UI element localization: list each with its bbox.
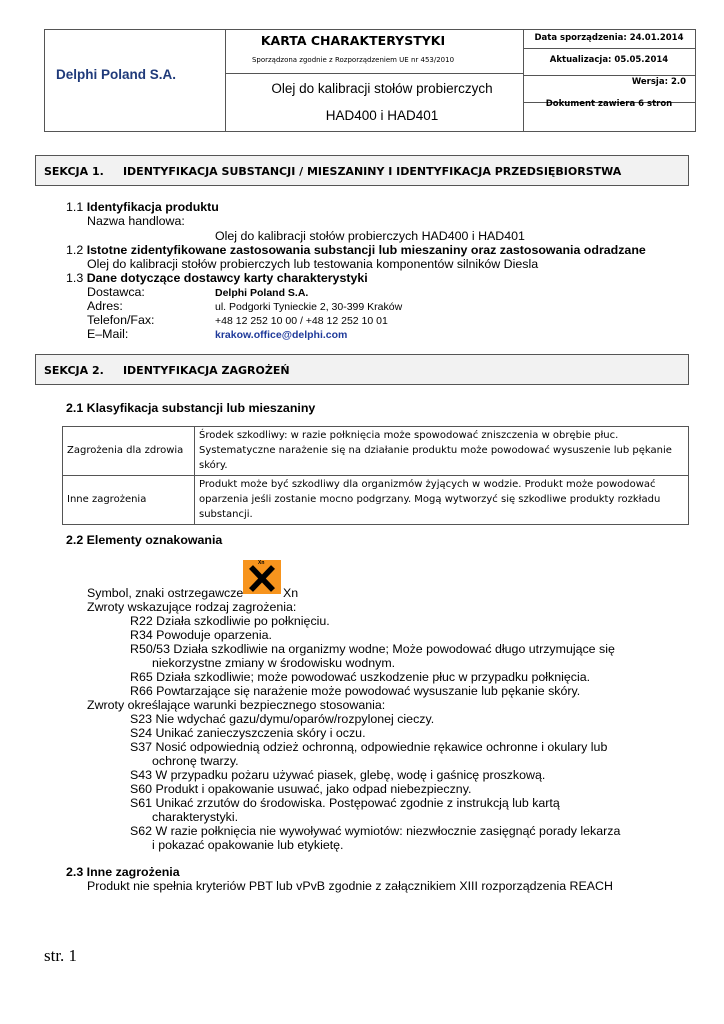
phone-label: Telefon/Fax: — [87, 313, 155, 327]
symbol-label: Symbol, znaki ostrzegawcze — [87, 586, 244, 600]
address-value: ul. Podgorki Tynieckie 2, 30-399 Kraków — [215, 301, 403, 313]
hazard-line: skóry. — [199, 460, 228, 471]
section2-title: SEKCJA 2. IDENTYFIKACJA ZAGROŻEŃ — [44, 364, 290, 377]
document-subtitle: Sporządzona zgodnie z Rozporządzeniem UE nr 453/2010 — [251, 56, 455, 64]
hazard-line: substancji. — [199, 509, 253, 520]
section1-title: SEKCJA 1. IDENTYFIKACJA SUBSTANCJI / MIESZANINY I IDENTYFIKACJA PRZEDSIĘBIORSTWA — [44, 165, 622, 178]
supplier-label: Dostawca: — [87, 285, 145, 299]
address-label: Adres: — [87, 299, 123, 313]
company-name: Delphi Poland S.A. — [56, 67, 177, 82]
table-row — [63, 476, 689, 525]
email-link[interactable]: krakow.office@delphi.com — [215, 329, 348, 341]
s-phrase: i pokazać opakowanie lub etykietę. — [152, 838, 344, 852]
s-phrases-heading: Zwroty określające warunki bezpiecznego stosowania: — [87, 698, 386, 712]
r-phrase: R22 Działa szkodliwie po połknięciu. — [130, 614, 330, 628]
hazard-table — [62, 426, 689, 525]
pages-info: Dokument zawiera 6 stron — [545, 99, 673, 109]
s-phrase: charakterystyki. — [152, 810, 239, 824]
s-phrase: S23 Nie wdychać gazu/dymu/oparów/rozpylonej cieczy. — [130, 712, 435, 726]
supplier-value: Delphi Poland S.A. — [215, 287, 309, 299]
symbol-small-label: Xn — [258, 560, 265, 566]
s12-title: Istotne zidentyfikowane zastosowania substancji lub mieszaniny oraz zastosowania odradzane — [86, 243, 646, 257]
s-phrase: S37 Nosić odpowiednią odzież ochronną, odpowiednie rękawice ochronne i okulary lub — [130, 740, 608, 754]
r-phrase: niekorzystne zmiany w środowisku wodnym. — [152, 656, 396, 670]
s21-heading: 2.1 Klasyfikacja substancji lub mieszaniny — [66, 401, 316, 415]
hazard-line: Środek szkodliwy: w razie połknięcia może spowodować zniszczenia w obrębie płuc. — [199, 430, 619, 441]
s13-num: 1.3 — [66, 271, 84, 285]
s23-text: Produkt nie spełnia kryteriów PBT lub vPvB zgodnie z załącznikiem XIII rozporządzenia REACH — [87, 879, 613, 893]
r-phrase: R65 Działa szkodliwie; może powodować uszkodzenie płuc w przypadku połknięcia. — [130, 670, 591, 684]
r-phrase: R50/53 Działa szkodliwie na organizmy wodne; Może powodować długo utrzymujące się — [130, 642, 615, 656]
symbol-code: Xn — [283, 586, 299, 600]
trade-name-value: Olej do kalibracji stołów probierczych HAD400 i HAD401 — [215, 229, 525, 243]
section2-header — [35, 354, 689, 385]
s12-text: Olej do kalibracji stołów probierczych lub testowania komponentów silników Diesla — [87, 257, 539, 271]
s22-heading: 2.2 Elementy oznakowania — [66, 533, 223, 547]
s-phrase: ochronę twarzy. — [152, 754, 239, 768]
hazard-description — [195, 476, 689, 525]
page-number: str. 1 — [44, 946, 78, 965]
r-phrase: R34 Powoduje oparzenia. — [130, 628, 272, 642]
s11-heading — [66, 200, 219, 214]
s12-heading — [66, 243, 646, 257]
s-phrase: S60 Produkt i opakowanie usuwać, jako odpad niebezpieczny. — [130, 782, 472, 796]
harmful-xn-symbol-icon — [243, 560, 281, 594]
s23-heading: 2.3 Inne zagrożenia — [66, 865, 180, 879]
s-phrase: S61 Unikać zrzutów do środowiska. Postępować zgodnie z instrukcją lub kartą — [130, 796, 560, 810]
s-phrase: S43 W przypadku pożaru używać piasek, glebę, wodę i gaśnicę proszkową. — [130, 768, 546, 782]
hazard-label: Inne zagrożenia — [63, 476, 195, 525]
product-name-line2: HAD400 i HAD401 — [325, 108, 439, 123]
r-phrases-heading: Zwroty wskazujące rodzaj zagrożenia: — [87, 600, 297, 614]
version: Wersja: 2.0 — [631, 77, 686, 87]
date-created: Data sporządzenia: 24.01.2014 — [534, 33, 684, 43]
s-phrase: S24 Unikać zanieczyszczenia skóry i oczu. — [130, 726, 366, 740]
date-updated: Aktualizacja: 05.05.2014 — [549, 55, 669, 65]
email-label: E–Mail: — [87, 327, 129, 341]
hazard-line: Produkt może być szkodliwy dla organizmów żyjących w wodzie. Produkt może powodować — [199, 479, 656, 490]
s11-title: Identyfikacja produktu — [86, 200, 219, 214]
r-phrase: R66 Powtarzające się narażenie może powodować wysuszanie lub pękanie skóry. — [130, 684, 581, 698]
phone-value: +48 12 252 10 00 / +48 12 252 10 01 — [215, 315, 388, 327]
hazard-line: Systematyczne narażenie się na działanie produktu może powodować wysuszenie lub pękanie — [199, 445, 672, 456]
s11-num: 1.1 — [66, 200, 84, 214]
section1-header — [35, 155, 689, 186]
s12-num: 1.2 — [66, 243, 84, 257]
s-phrase: S62 W razie połknięcia nie wywoływać wymiotów: niezwłocznie zasięgnąć porady lekarza — [130, 824, 621, 838]
hazard-label: Zagrożenia dla zdrowia — [63, 427, 195, 476]
document-title: KARTA CHARAKTERYSTYKI — [260, 33, 446, 48]
product-name-line1: Olej do kalibracji stołów probierczych — [271, 81, 493, 96]
hazard-line: oparzenia jeśli zostanie mocno podgrzany. Mogą wytworzyć się szkodliwe produkty rozkładu — [199, 494, 661, 505]
s13-heading — [66, 271, 368, 285]
hazard-description — [195, 427, 689, 476]
trade-name-label: Nazwa handlowa: — [87, 214, 185, 228]
table-row — [63, 427, 689, 476]
s13-title: Dane dotyczące dostawcy karty charakterystyki — [86, 271, 368, 285]
